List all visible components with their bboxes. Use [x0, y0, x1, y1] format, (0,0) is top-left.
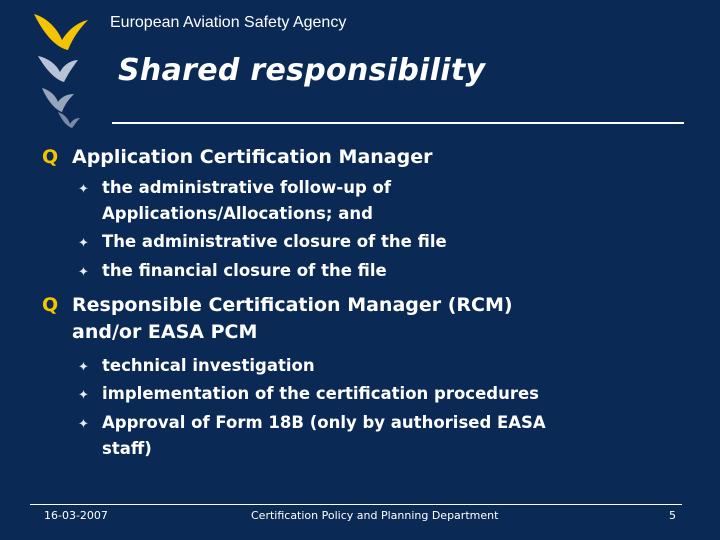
footer-rule [30, 504, 682, 505]
sub-bullet-continuation: Applications/Allocations; and [102, 204, 373, 223]
bullet-level2 [78, 176, 391, 226]
four-point-star-icon: ✦ [78, 388, 89, 403]
four-point-star-icon: ✦ [78, 182, 89, 197]
bullet-level2 [78, 259, 387, 285]
sub-bullet-text: The administrative closure of the file [102, 232, 447, 251]
sub-bullet-text: the financial closure of the file [102, 261, 387, 280]
sub-bullet-text: the administrative follow-up of [102, 178, 392, 197]
q-bullet-icon: Q [42, 294, 59, 316]
bullet-level1 [42, 292, 513, 346]
bullet-level1 [42, 144, 433, 171]
bullet-level2 [78, 354, 315, 380]
bullet-continuation: and/or EASA PCM [72, 321, 258, 343]
organization-name: European Aviation Safety Agency [110, 14, 347, 31]
title-rule [112, 122, 684, 124]
bullet-text: Responsible Certification Manager (RCM) [72, 294, 513, 316]
footer-department: Certification Policy and Planning Department [251, 509, 499, 522]
four-point-star-icon: ✦ [78, 265, 89, 280]
sub-bullet-continuation: staff) [102, 439, 152, 458]
bullet-level2 [78, 230, 447, 256]
bullet-text: Application Certification Manager [72, 146, 433, 168]
footer-date: 16-03-2007 [44, 509, 108, 522]
sub-bullet-text: Approval of Form 18B (only by authorised EASA [102, 413, 546, 432]
four-point-star-icon: ✦ [78, 236, 89, 251]
page-number: 5 [669, 509, 676, 522]
sub-bullet-text: technical investigation [102, 356, 315, 375]
q-bullet-icon: Q [42, 146, 59, 168]
sub-bullet-text: implementation of the certification procedures [102, 384, 539, 403]
slide-title: Shared responsibility [118, 53, 486, 88]
easa-bird-logo [28, 8, 90, 128]
four-point-star-icon: ✦ [78, 360, 89, 375]
four-point-star-icon: ✦ [78, 417, 89, 432]
bullet-level2 [78, 411, 546, 461]
bullet-level2 [78, 382, 539, 408]
